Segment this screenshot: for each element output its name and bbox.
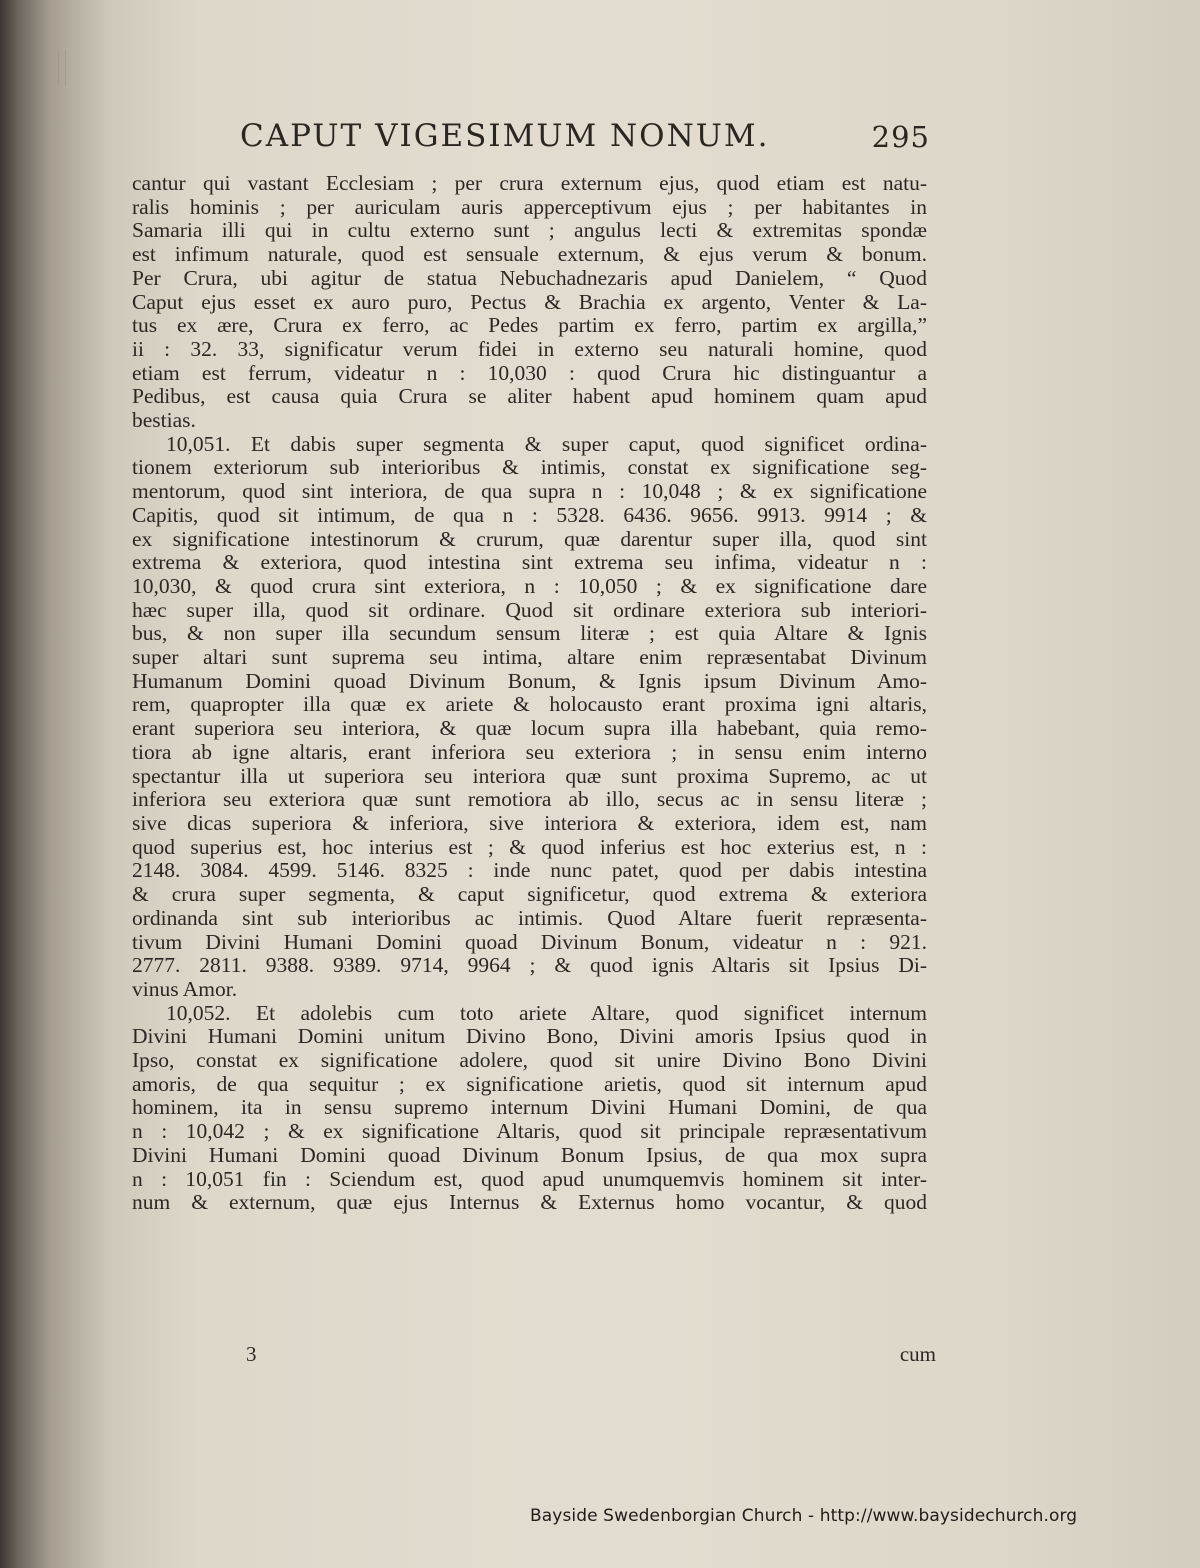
text-line: Ipso, constat ex significatione adolere, quod sit unire Divino Bono Divini bbox=[132, 1049, 927, 1073]
text-line: tiora ab igne altaris, erant inferiora seu exteriora ; in sensu enim interno bbox=[132, 740, 927, 764]
text-line: Divini Humani Domini unitum Divino Bono, Divini amoris Ipsius quod in bbox=[132, 1025, 927, 1049]
text-line: hæc super illa, quod sit ordinare. Quod sit ordinare exteriora sub interiori- bbox=[132, 598, 927, 622]
text-line: super altari sunt suprema seu intima, altare enim repræsentabat Divinum bbox=[132, 646, 927, 670]
text-line: bestias. bbox=[132, 409, 196, 433]
text-line: vinus Amor. bbox=[132, 977, 238, 1001]
text-line: Humanum Domini quoad Divinum Bonum, & Ignis ipsum Divinum Amo- bbox=[132, 669, 927, 693]
text-line: amoris, de qua sequitur ; ex significatione arietis, quod sit internum apud bbox=[132, 1072, 927, 1096]
text-line: tus ex ære, Crura ex ferro, ac Pedes partim ex ferro, partim ex argilla,” bbox=[132, 314, 927, 338]
text-line: num & externum, quæ ejus Internus & Externus homo vocantur, & quod bbox=[132, 1191, 927, 1215]
body-text bbox=[132, 172, 927, 1215]
text-line: 10,030, & quod crura sint exteriora, n : 10,050 ; & ex significatione dare bbox=[132, 574, 927, 598]
text-line: quod superius est, hoc interius est ; & quod inferius est hoc exterius est, n : bbox=[132, 835, 927, 859]
text-line: erant superiora seu interiora, & quæ locum supra illa habebant, quia remo- bbox=[132, 717, 927, 741]
text-line: Samaria illi qui in cultu externo sunt ; angulus lecti & extremitas spondæ bbox=[132, 219, 927, 243]
text-line: inferiora seu exteriora quæ sunt remotiora ab illo, secus ac in sensu literæ ; bbox=[132, 788, 927, 812]
catchword: cum bbox=[899, 1342, 936, 1366]
text-line: Divini Humani Domini quoad Divinum Bonum Ipsius, de qua mox supra bbox=[132, 1143, 927, 1167]
text-line: bus, & non super illa secundum sensum literæ ; est quia Altare & Ignis bbox=[132, 622, 927, 646]
gutter-mark bbox=[58, 50, 66, 86]
text-line: 2148. 3084. 4599. 5146. 8325 : inde nunc patet, quod per dabis intestina bbox=[132, 859, 927, 883]
running-head bbox=[130, 118, 930, 158]
text-line: extrema & exteriora, quod intestina sint extrema seu infima, videatur n : bbox=[132, 551, 927, 575]
text-line: n : 10,051 fin : Sciendum est, quod apud unumquemvis hominem sit inter- bbox=[132, 1167, 927, 1191]
text-line: ii : 32. 33, significatur verum fidei in externo seu naturali homine, quod bbox=[132, 337, 927, 361]
text-line: rem, quapropter illa quæ ex ariete & holocausto erant proxima igni altaris, bbox=[132, 693, 927, 717]
text-line: mentorum, quod sint interiora, de qua supra n : 10,048 ; & ex significatione bbox=[132, 480, 927, 504]
text-line: hominem, ita in sensu supremo internum Divini Humani Domini, de qua bbox=[132, 1096, 927, 1120]
text-line: etiam est ferrum, videatur n : 10,030 : quod Crura hic distinguantur a bbox=[132, 361, 927, 385]
running-title: CAPUT VIGESIMUM NONUM. bbox=[240, 118, 770, 154]
page-number: 295 bbox=[871, 120, 930, 154]
paragraph-10051 bbox=[132, 433, 927, 1002]
paragraph-10052 bbox=[132, 1002, 927, 1215]
text-line: ordinanda sint sub interioribus ac intimis. Quod Altare fuerit repræsenta- bbox=[132, 906, 927, 930]
text-line: Per Crura, ubi agitur de statua Nebuchadnezaris apud Danielem, “ Quod bbox=[132, 266, 927, 290]
text-line: 10,051. Et dabis super segmenta & super caput, quod significet ordina- bbox=[166, 432, 927, 456]
text-line: sive dicas superiora & inferiora, sive interiora & exteriora, idem est, nam bbox=[132, 811, 927, 835]
signature-mark: 3 bbox=[246, 1342, 257, 1366]
watermark-credit: Bayside Swedenborgian Church - http://www.baysidechurch.org bbox=[530, 1506, 1078, 1526]
text-line: tivum Divini Humani Domini quoad Divinum Bonum, videatur n : 921. bbox=[132, 930, 927, 954]
text-line: tionem exteriorum sub interioribus & intimis, constat ex significatione seg- bbox=[132, 456, 927, 480]
paragraph-continuation bbox=[132, 172, 927, 433]
text-line: Capitis, quod sit intimum, de qua n : 5328. 6436. 9656. 9913. 9914 ; & bbox=[132, 503, 927, 527]
text-line: Caput ejus esset ex auro puro, Pectus & Brachia ex argento, Venter & La- bbox=[132, 290, 927, 314]
text-line: ralis hominis ; per auriculam auris apperceptivum ejus ; per habitantes in bbox=[132, 195, 927, 219]
text-line: cantur qui vastant Ecclesiam ; per crura externum ejus, quod etiam est natu- bbox=[132, 172, 927, 195]
catchword-line bbox=[246, 1342, 936, 1368]
text-line: 2777. 2811. 9388. 9389. 9714, 9964 ; & quod ignis Altaris sit Ipsius Di- bbox=[132, 954, 927, 978]
text-line: spectantur illa ut superiora seu interiora quæ sunt proxima Supremo, ac ut bbox=[132, 764, 927, 788]
text-line: & crura super segmenta, & caput significetur, quod extrema & exteriora bbox=[132, 883, 927, 907]
text-line: n : 10,042 ; & ex significatione Altaris, quod sit principale repræsentativum bbox=[132, 1120, 927, 1144]
text-line: Pedibus, est causa quia Crura se aliter habent apud hominem quam apud bbox=[132, 385, 927, 409]
text-line: ex significatione intestinorum & crurum, quæ darentur super illa, quod sint bbox=[132, 527, 927, 551]
text-line: est infimum naturale, quod est sensuale externum, & ejus verum & bonum. bbox=[132, 243, 927, 267]
text-line: 10,052. Et adolebis cum toto ariete Altare, quod significet internum bbox=[166, 1001, 927, 1025]
